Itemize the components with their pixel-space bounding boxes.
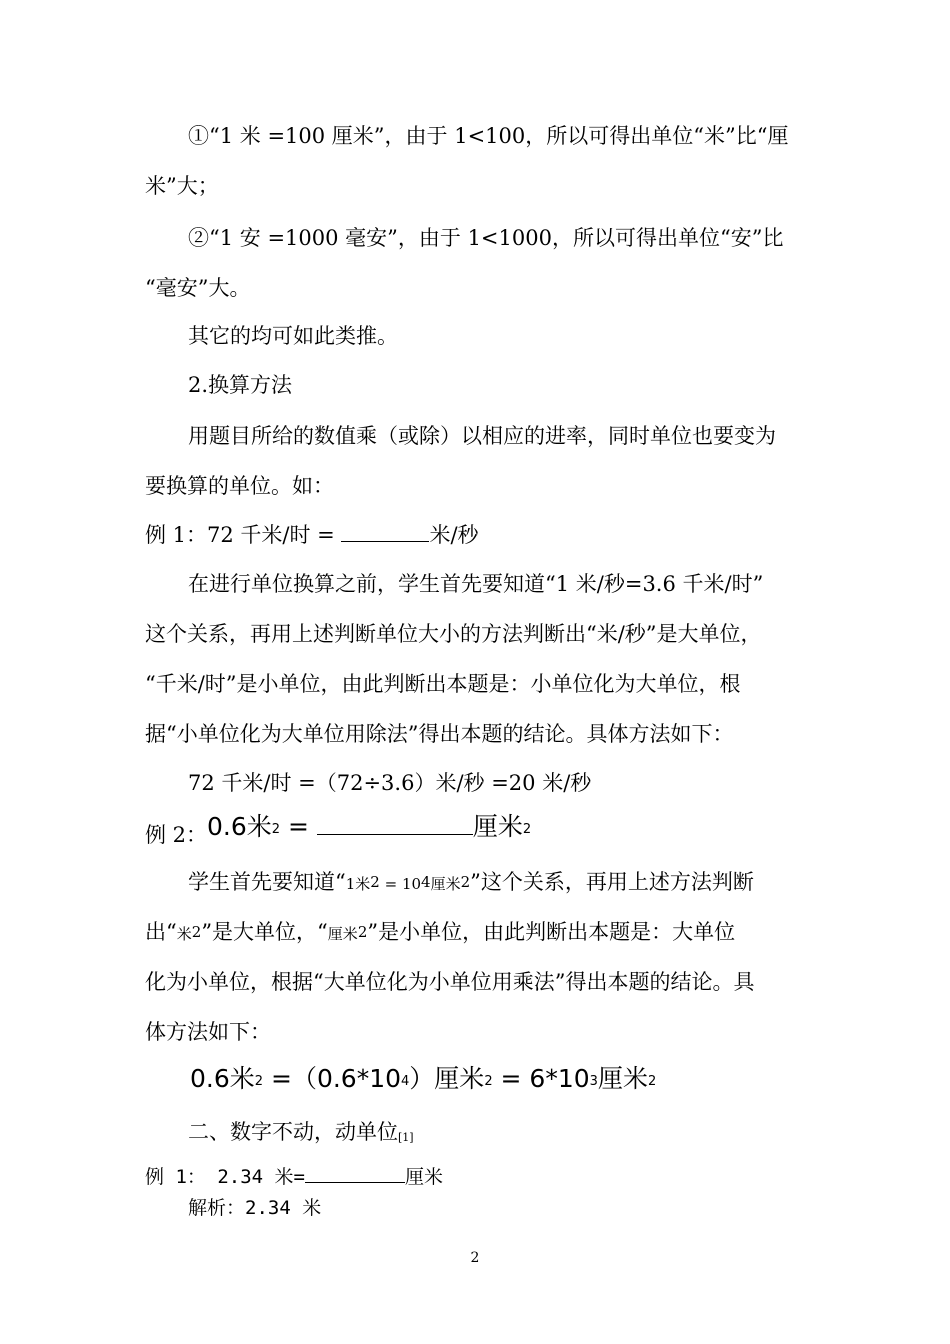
paragraph-line: 学生首先要知道“1米2 = 104厘米2”这个关系，再用上述方法判断: [188, 870, 754, 894]
formula-example-2: 0.6米2 = 厘米2: [207, 812, 532, 841]
answer-blank: [341, 521, 429, 542]
example-suffix: 米/秒: [429, 523, 479, 547]
answer-blank: [305, 1160, 405, 1183]
paragraph-line: 要换算的单位。如：: [145, 474, 334, 498]
paragraph-line: 化为小单位，根据“大单位化为小单位用乘法”得出本题的结论。具: [145, 970, 755, 994]
example-prefix: 例 1：72 千米/时 =: [145, 523, 342, 547]
paragraph-line: “千米/时”是小单位，由此判断出本题是：小单位化为大单位，根: [145, 672, 741, 696]
analysis-line: 解析：2.34 米: [188, 1197, 322, 1219]
page-number: 2: [470, 1250, 480, 1266]
paragraph-line: 其它的均可如此类推。: [188, 324, 398, 348]
paragraph-line: 据“小单位化为大单位用除法”得出本题的结论。具体方法如下：: [145, 722, 734, 746]
section-heading: 二、数字不动，动单位[1]: [188, 1120, 414, 1144]
paragraph-line: ②“1 安 =1000 毫安”，由于 1<1000，所以可得出单位“安”比: [188, 226, 784, 250]
section-heading: 2.换算方法: [188, 373, 293, 397]
footnote-reference: [1]: [398, 1131, 414, 1144]
paragraph-line: 用题目所给的数值乘（或除）以相应的进率，同时单位也要变为: [188, 424, 776, 448]
paragraph-line: 体方法如下：: [145, 1020, 271, 1044]
formula-result-2: 0.6米2 =（0.6*104）厘米2 = 6*103厘米2: [190, 1064, 657, 1093]
paragraph-line: 出“米2”是大单位，“厘米2”是小单位，由此判断出本题是：大单位: [145, 920, 736, 944]
paragraph-line: 这个关系，再用上述判断单位大小的方法判断出“米/秒”是大单位，: [145, 622, 762, 646]
paragraph-line: “毫安”大。: [145, 276, 251, 300]
paragraph-line: ①“1 米 =100 厘米”，由于 1<100，所以可得出单位“米”比“厘: [188, 124, 789, 148]
example-label: 例 2：: [145, 823, 208, 847]
answer-blank: [317, 810, 473, 835]
paragraph-line: 米”大；: [145, 174, 219, 198]
example-line: 例 1： 2.34 米= 厘米: [145, 1160, 443, 1191]
formula-line: 72 千米/时 =（72÷3.6）米/秒 =20 米/秒: [188, 771, 592, 795]
example-line: [145, 521, 479, 549]
paragraph-line: 在进行单位换算之前，学生首先要知道“1 米/秒=3.6 千米/时”: [188, 572, 764, 596]
